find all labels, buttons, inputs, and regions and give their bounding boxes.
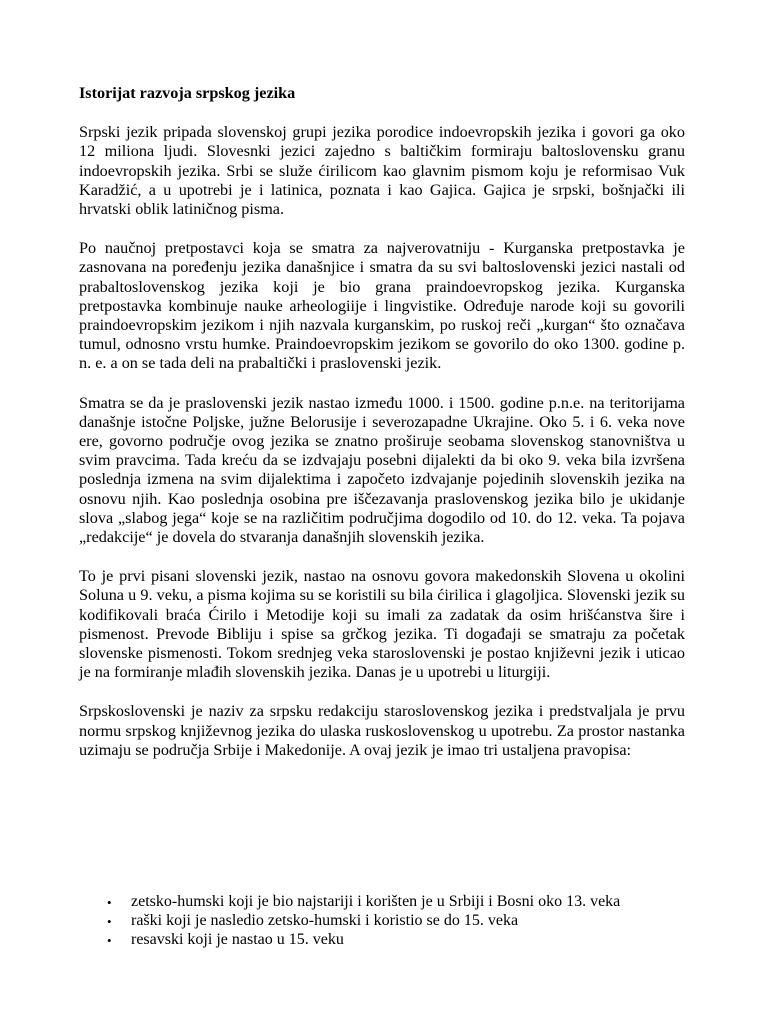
paragraph-kurgan-hypothesis: Po naučnoj pretpostavci koja se smatra za najverovatniju - Kurganska pretpostavka je zasnovana na poređenju jezika današnjice i smatra da su svi baltoslovenski jezici nastali od prabaltoslovenskog jezika koji je bio grana praindoevropskog jezika. Kurganska pretpostavka kombinuje nauke arheologiije i lingvistike. Određuje narode koji su govorili praindoevropskim jezikom i njih nazvala kurganskim, po ruskoj reči „kurgan“ što označava tumul, odnosno vrstu humke. Praindoevropskim jezikom se govorilo do oko 1300. godine p. n. e. a on se tada deli na prabaltički i praslovenski jezik. [79,239,685,373]
bullet-icon: • [107,933,112,948]
list-item-text: resavski koji je nastao u 15. veku [131,931,344,948]
paragraph-intro: Srpski jezik pripada slovenskoj grupi jezika porodice indoevropskih jezika i govori ga oko 12 miliona ljudi. Slovesnki jezici zajedno s baltičkim formiraju baltoslovensku granu indoevropskih jezika. Srbi se služe ćirilicom kao glavnim pismom koju je reformisao Vuk Karadžić, a u upotrebi je i latinica, poznata i kao Gajica. Gajica je srpski, bošnjački ili hrvatski oblik latiničnog pisma. [79,123,685,219]
paragraph-serbian-slavonic: Srpskoslovenski je naziv za srpsku redakciju staroslovenskog jezika i predstvaljala je prvu normu srpskog književnog jezika do ulaska ruskoslovenskog u upotrebu. Za prostor nastanka uzimaju se područja Srbije i Makedonije. A ovaj jezik je imao tri ustaljena pravopisa: [79,702,685,759]
orthography-list [104,893,664,950]
list-item [104,893,664,911]
paragraph-old-church-slavonic: To je prvi pisani slovenski jezik, nastao na osnovu govora makedonskih Slovena u okolini Soluna u 9. veku, a pisma kojima su se koristili su bila ćirilica i glagoljica. Slovenski jezik su kodifikovali braća Ćirilo i Metodije koji su imali za zadatak da osim hrišćanstva šire i pismenost. Prevode Bibliju i spise sa grčkog jezika. Ti događaji se smatraju za početak slovenske pismenosti. Tokom srednjeg veka staroslovenski je postao književni jezik i uticao je na formiranje mlađih slovenskih jezika. Danas je u upotrebi u liturgiji. [79,567,685,682]
list-item [104,931,664,949]
document-page [79,84,685,760]
paragraph-proto-slavic: Smatra se da je praslovenski jezik nastao između 1000. i 1500. godine p.n.e. na teritorijama današnje istočne Poljske, južne Belorusije i severozapadne Ukrajine. Oko 5. i 6. veka nove ere, govorno područje ovog jezika se znatno proširuje seobama slovenskog stanovništva u svim pravcima. Tada kreću da se izdvajaju posebni dijalekti da bi oko 9. veka bila izvršena poslednja izmena na svim dijalektima i započeto izdvajanje pojedinih slovenskih jezika na osnovu njih. Kao poslednja osobina pre iščezavanja praslovenskog jezika bilo je ukidanje slova „slabog jega“ koje se na različitim područjima dogodilo od 10. do 12. veka. Ta pojava „redakcije“ je dovela do stvaranja današnjih slovenskih jezika. [79,393,685,547]
list-item-text: zetsko-humski koji je bio najstariji i korišten je u Srbiji i Bosni oko 13. veka [131,893,621,910]
list-item [104,912,664,930]
document-title: Istorijat razvoja srpskog jezika [79,84,296,102]
bullet-icon: • [107,895,112,910]
bullet-icon: • [107,914,112,929]
list-item-text: raški koji je nasledio zetsko-humski i koristio se do 15. veka [131,912,519,929]
